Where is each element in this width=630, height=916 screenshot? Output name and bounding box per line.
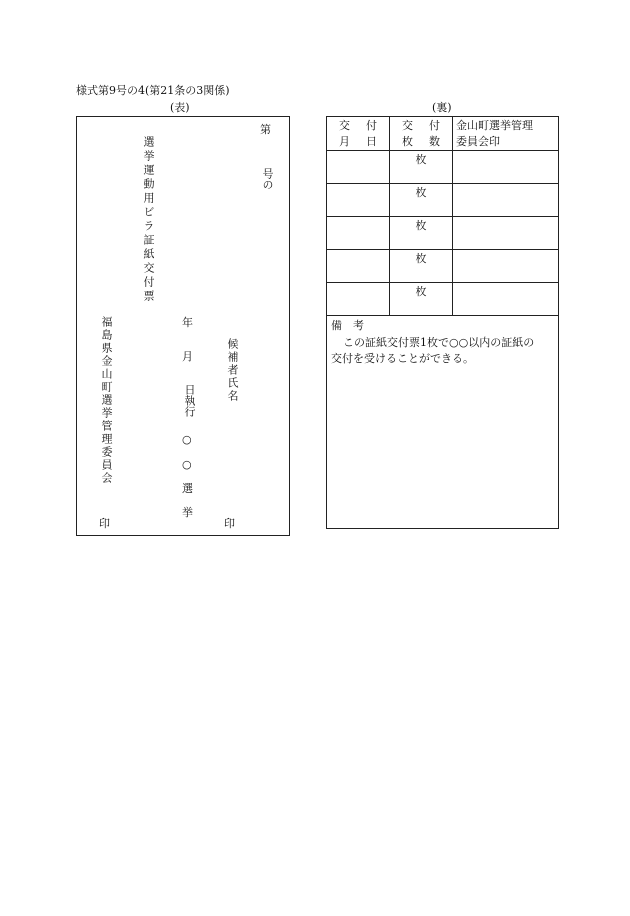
- back-table: [326, 116, 559, 529]
- seal-cell: [453, 283, 559, 316]
- form-title: 様式第9号の4(第21条の3関係): [76, 84, 230, 97]
- remarks-label: 備 考: [331, 319, 364, 332]
- remarks-cell: [327, 316, 559, 529]
- date-cell: [327, 151, 390, 184]
- header-issue-date: 交 付 月 日: [327, 117, 390, 151]
- back-label: (裏): [432, 101, 452, 114]
- date-month: 月: [182, 350, 193, 363]
- number-dai: 第: [260, 123, 271, 136]
- date-cell: [327, 250, 390, 283]
- date-day: 日執行: [183, 384, 196, 417]
- seal-cell: [453, 151, 559, 184]
- election-sen: 選: [182, 482, 193, 495]
- count-cell: 枚: [390, 217, 453, 250]
- table-row: [327, 184, 559, 217]
- table-row: [327, 283, 559, 316]
- front-title: 選挙運動用ビラ証紙交付票: [142, 136, 155, 304]
- election-mark-1: ○: [182, 433, 192, 446]
- table-row: [327, 151, 559, 184]
- election-kyo: 挙: [182, 506, 193, 519]
- remarks-text-1: この証紙交付票1枚で○○以内の証紙の: [343, 335, 535, 349]
- seal-cell: [453, 217, 559, 250]
- committee-name: 福島県金山町選挙管理委員会: [100, 316, 113, 485]
- header-committee-seal: 金山町選挙管理 委員会印: [453, 117, 559, 151]
- committee-seal: 印: [99, 517, 110, 530]
- remarks-row: [327, 316, 559, 529]
- header-issue-count: 交 付 枚 数: [390, 117, 453, 151]
- number-go: 号の: [261, 168, 274, 190]
- count-cell: 枚: [390, 151, 453, 184]
- count-cell: 枚: [390, 250, 453, 283]
- candidate-seal: 印: [224, 517, 235, 530]
- back-header-row: [327, 117, 559, 151]
- date-year: 年: [182, 316, 193, 329]
- date-cell: [327, 184, 390, 217]
- date-cell: [327, 217, 390, 250]
- seal-cell: [453, 250, 559, 283]
- table-row: [327, 217, 559, 250]
- count-cell: 枚: [390, 184, 453, 217]
- seal-cell: [453, 184, 559, 217]
- remarks-text-2: 交付を受けることができる。: [331, 352, 474, 365]
- election-mark-2: ○: [182, 458, 192, 471]
- date-cell: [327, 283, 390, 316]
- front-label: (表): [170, 101, 190, 114]
- count-cell: 枚: [390, 283, 453, 316]
- table-row: [327, 250, 559, 283]
- candidate-label: 候補者氏名: [226, 338, 239, 403]
